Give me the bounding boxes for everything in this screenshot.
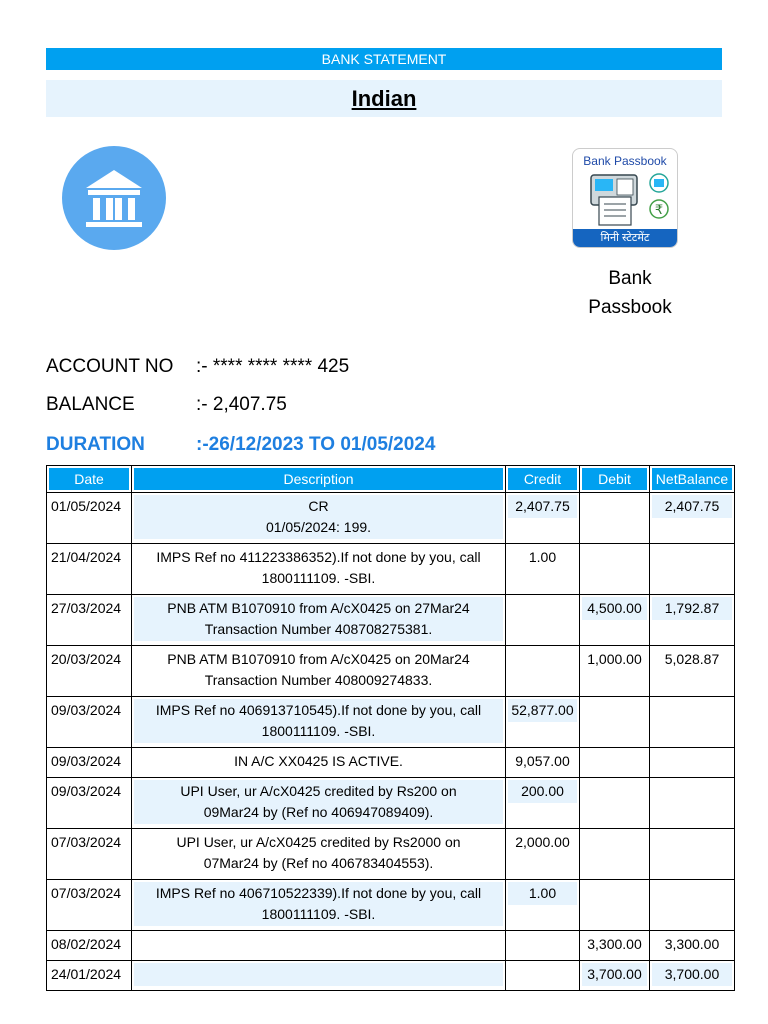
table-row [47,961,735,991]
description-text: UPI User, ur A/cX0425 credited by Rs2000 on [176,834,461,850]
net-balance-cell [650,931,735,961]
column-header-date: Date [47,466,132,493]
description-content [134,699,503,743]
table-row [47,646,735,697]
debit-content [582,882,647,905]
date-cell [47,646,132,697]
balance-label: BALANCE [46,394,135,415]
passbook-label-line2: Passbook [588,297,672,318]
credit-cell [506,931,580,961]
table-row [47,595,735,646]
bank-name: Indian [351,86,417,111]
description-cell [132,646,506,697]
date-content [49,882,129,905]
table-row [47,931,735,961]
bank-passbook-app-icon[interactable] [572,148,678,248]
net-balance-text: 2,407.75 [664,498,720,514]
credit-content [508,495,577,518]
credit-cell [506,961,580,991]
net-balance-cell [650,493,735,544]
description-content [134,963,503,986]
net-balance-content [652,831,732,854]
description-text: Transaction Number 408009274833. [204,672,433,688]
net-balance-text: 1,792.87 [664,600,720,616]
table-row [47,544,735,595]
table-header-row [47,466,735,493]
credit-content [508,780,577,803]
date-text: 09/03/2024 [51,702,122,718]
credit-text: 2,407.75 [515,498,570,514]
credit-content [508,963,577,986]
table-row [47,778,735,829]
credit-text: 200.00 [521,783,564,799]
column-header-credit: Credit [506,466,580,493]
description-content [134,597,503,641]
date-text: 07/03/2024 [51,885,122,901]
net-balance-text [654,781,730,802]
passbook-label [570,264,690,322]
date-content [49,831,129,854]
net-balance-cell [650,880,735,931]
description-content [134,546,503,590]
net-balance-cell [650,595,735,646]
description-content [134,882,503,926]
description-content [134,750,503,773]
debit-cell [580,493,650,544]
description-content [134,495,503,539]
net-balance-content [652,963,732,986]
net-balance-content [652,750,732,773]
date-text: 07/03/2024 [51,834,122,850]
net-balance-content [652,597,732,620]
description-text: IMPS Ref no 406710522339).If not done by you, call [155,885,482,901]
credit-cell [506,748,580,778]
date-text: 27/03/2024 [51,600,122,616]
net-balance-text [654,883,730,904]
description-cell [132,493,506,544]
description-cell [132,697,506,748]
duration-row [46,434,435,456]
description-cell [132,961,506,991]
description-text: 01/05/2024: 199. [265,519,372,535]
date-text: 21/04/2024 [51,549,122,565]
net-balance-cell [650,829,735,880]
bank-building-icon [62,146,166,250]
description-cell [132,931,506,961]
net-balance-cell [650,778,735,829]
net-balance-text [654,547,730,568]
description-content [134,831,503,875]
debit-text: 1,000.00 [587,651,642,667]
net-balance-content [652,546,732,569]
credit-content [508,648,577,671]
description-text [136,964,501,985]
debit-content [582,546,647,569]
debit-cell [580,829,650,880]
debit-content [582,831,647,854]
date-cell [47,595,132,646]
account-number-label: ACCOUNT NO [46,356,174,377]
debit-cell [580,544,650,595]
net-balance-content [652,648,732,671]
net-balance-text: 3,300.00 [664,936,720,952]
credit-cell [506,880,580,931]
credit-content [508,933,577,956]
date-cell [47,493,132,544]
net-balance-cell [650,748,735,778]
net-balance-text: 5,028.87 [664,651,720,667]
duration-value: :-26/12/2023 TO 01/05/2024 [196,434,436,455]
description-text: Transaction Number 408708275381. [204,621,433,637]
credit-content [508,831,577,854]
debit-content [582,699,647,722]
date-text: 01/05/2024 [51,498,122,514]
description-content [134,933,503,956]
credit-text [510,598,575,619]
svg-text:₹: ₹ [654,203,664,218]
description-cell [132,778,506,829]
credit-content [508,546,577,569]
duration-label: DURATION [46,434,145,455]
credit-text [510,934,575,955]
statement-banner: BANK STATEMENT [46,48,722,70]
debit-cell [580,931,650,961]
debit-content [582,780,647,803]
table-body [47,493,735,991]
description-content [134,780,503,824]
credit-text [510,649,575,670]
debit-text [584,700,645,721]
column-header-description: Description [132,466,506,493]
date-text: 08/02/2024 [51,936,122,952]
credit-cell [506,544,580,595]
debit-cell [580,646,650,697]
date-content [49,495,129,518]
net-balance-content [652,495,732,518]
debit-content [582,933,647,956]
debit-content [582,597,647,620]
date-cell [47,697,132,748]
debit-text: 4,500.00 [587,600,642,616]
credit-content [508,750,577,773]
column-header-netbalance: NetBalance [650,466,735,493]
date-content [49,750,129,773]
app-icon-title: Bank Passbook [583,154,667,168]
credit-cell [506,697,580,748]
table-row [47,748,735,778]
date-text: 09/03/2024 [51,783,122,799]
description-content [134,648,503,692]
description-text: IN A/C XX0425 IS ACTIVE. [234,753,403,769]
debit-content [582,750,647,773]
date-content [49,963,129,986]
net-balance-content [652,882,732,905]
date-cell [47,748,132,778]
credit-cell [506,829,580,880]
credit-cell [506,595,580,646]
description-text: IMPS Ref no 406913710545).If not done by you, call [155,702,482,718]
net-balance-content [652,933,732,956]
debit-cell [580,697,650,748]
balance-row [46,394,287,416]
table-row [47,829,735,880]
credit-cell [506,778,580,829]
credit-text: 9,057.00 [515,753,570,769]
debit-cell [580,961,650,991]
description-text: UPI User, ur A/cX0425 credited by Rs200 on [180,783,457,799]
credit-cell [506,493,580,544]
description-text: 07Mar24 by (Ref no 406783404553). [203,855,434,871]
date-content [49,597,129,620]
net-balance-text: 3,700.00 [664,966,720,982]
credit-text: 1.00 [528,885,557,901]
description-cell [132,748,506,778]
passbook-label-line1: Bank [608,268,652,289]
account-number-value: :- **** **** **** 425 [196,356,350,377]
net-balance-text [654,700,730,721]
debit-cell [580,595,650,646]
debit-text [584,547,645,568]
debit-text [584,883,645,904]
credit-content [508,597,577,620]
date-cell [47,961,132,991]
credit-text [510,964,575,985]
description-text: PNB ATM B1070910 from A/cX0425 on 27Mar24 [167,600,470,616]
net-balance-cell [650,544,735,595]
column-header-debit: Debit [580,466,650,493]
date-content [49,933,129,956]
date-content [49,648,129,671]
account-number-row [46,356,349,378]
debit-text [584,832,645,853]
description-text: 09Mar24 by (Ref no 406947089409). [203,804,434,820]
date-text: 09/03/2024 [51,753,122,769]
credit-cell [506,646,580,697]
statement-table [46,465,735,991]
net-balance-text [654,751,730,772]
table-row [47,697,735,748]
credit-text: 1.00 [528,549,557,565]
balance-value: :- 2,407.75 [196,394,287,415]
description-text: CR [308,498,329,514]
credit-content [508,882,577,905]
debit-content [582,648,647,671]
net-balance-content [652,780,732,803]
description-cell [132,544,506,595]
date-content [49,546,129,569]
debit-content [582,963,647,986]
debit-text [584,496,645,517]
description-text [136,934,501,955]
credit-text: 52,877.00 [511,702,574,718]
debit-cell [580,748,650,778]
date-content [49,699,129,722]
date-text: 20/03/2024 [51,651,122,667]
debit-text: 3,700.00 [587,966,642,982]
description-cell [132,595,506,646]
net-balance-cell [650,697,735,748]
debit-text [584,751,645,772]
date-cell [47,931,132,961]
net-balance-text [654,832,730,853]
description-cell [132,880,506,931]
table-row [47,880,735,931]
table-row [47,493,735,544]
description-text: PNB ATM B1070910 from A/cX0425 on 20Mar24 [167,651,470,667]
bank-name-bar [46,80,722,117]
date-cell [47,829,132,880]
date-cell [47,544,132,595]
net-balance-content [652,699,732,722]
description-text: IMPS Ref no 411223386352).If not done by you, call [156,549,481,565]
date-cell [47,778,132,829]
debit-text: 3,300.00 [587,936,642,952]
app-icon-footer: मिनी स्टेटमेंट [573,229,677,247]
date-cell [47,880,132,931]
debit-content [582,495,647,518]
description-text: 1800111109. -SBI. [261,570,376,586]
debit-cell [580,880,650,931]
net-balance-cell [650,961,735,991]
credit-text: 2,000.00 [515,834,570,850]
debit-text [584,781,645,802]
description-text: 1800111109. -SBI. [261,906,376,922]
date-content [49,780,129,803]
description-text: 1800111109. -SBI. [261,723,376,739]
net-balance-cell [650,646,735,697]
description-cell [132,829,506,880]
credit-content [508,699,577,722]
debit-cell [580,778,650,829]
date-text: 24/01/2024 [51,966,122,982]
